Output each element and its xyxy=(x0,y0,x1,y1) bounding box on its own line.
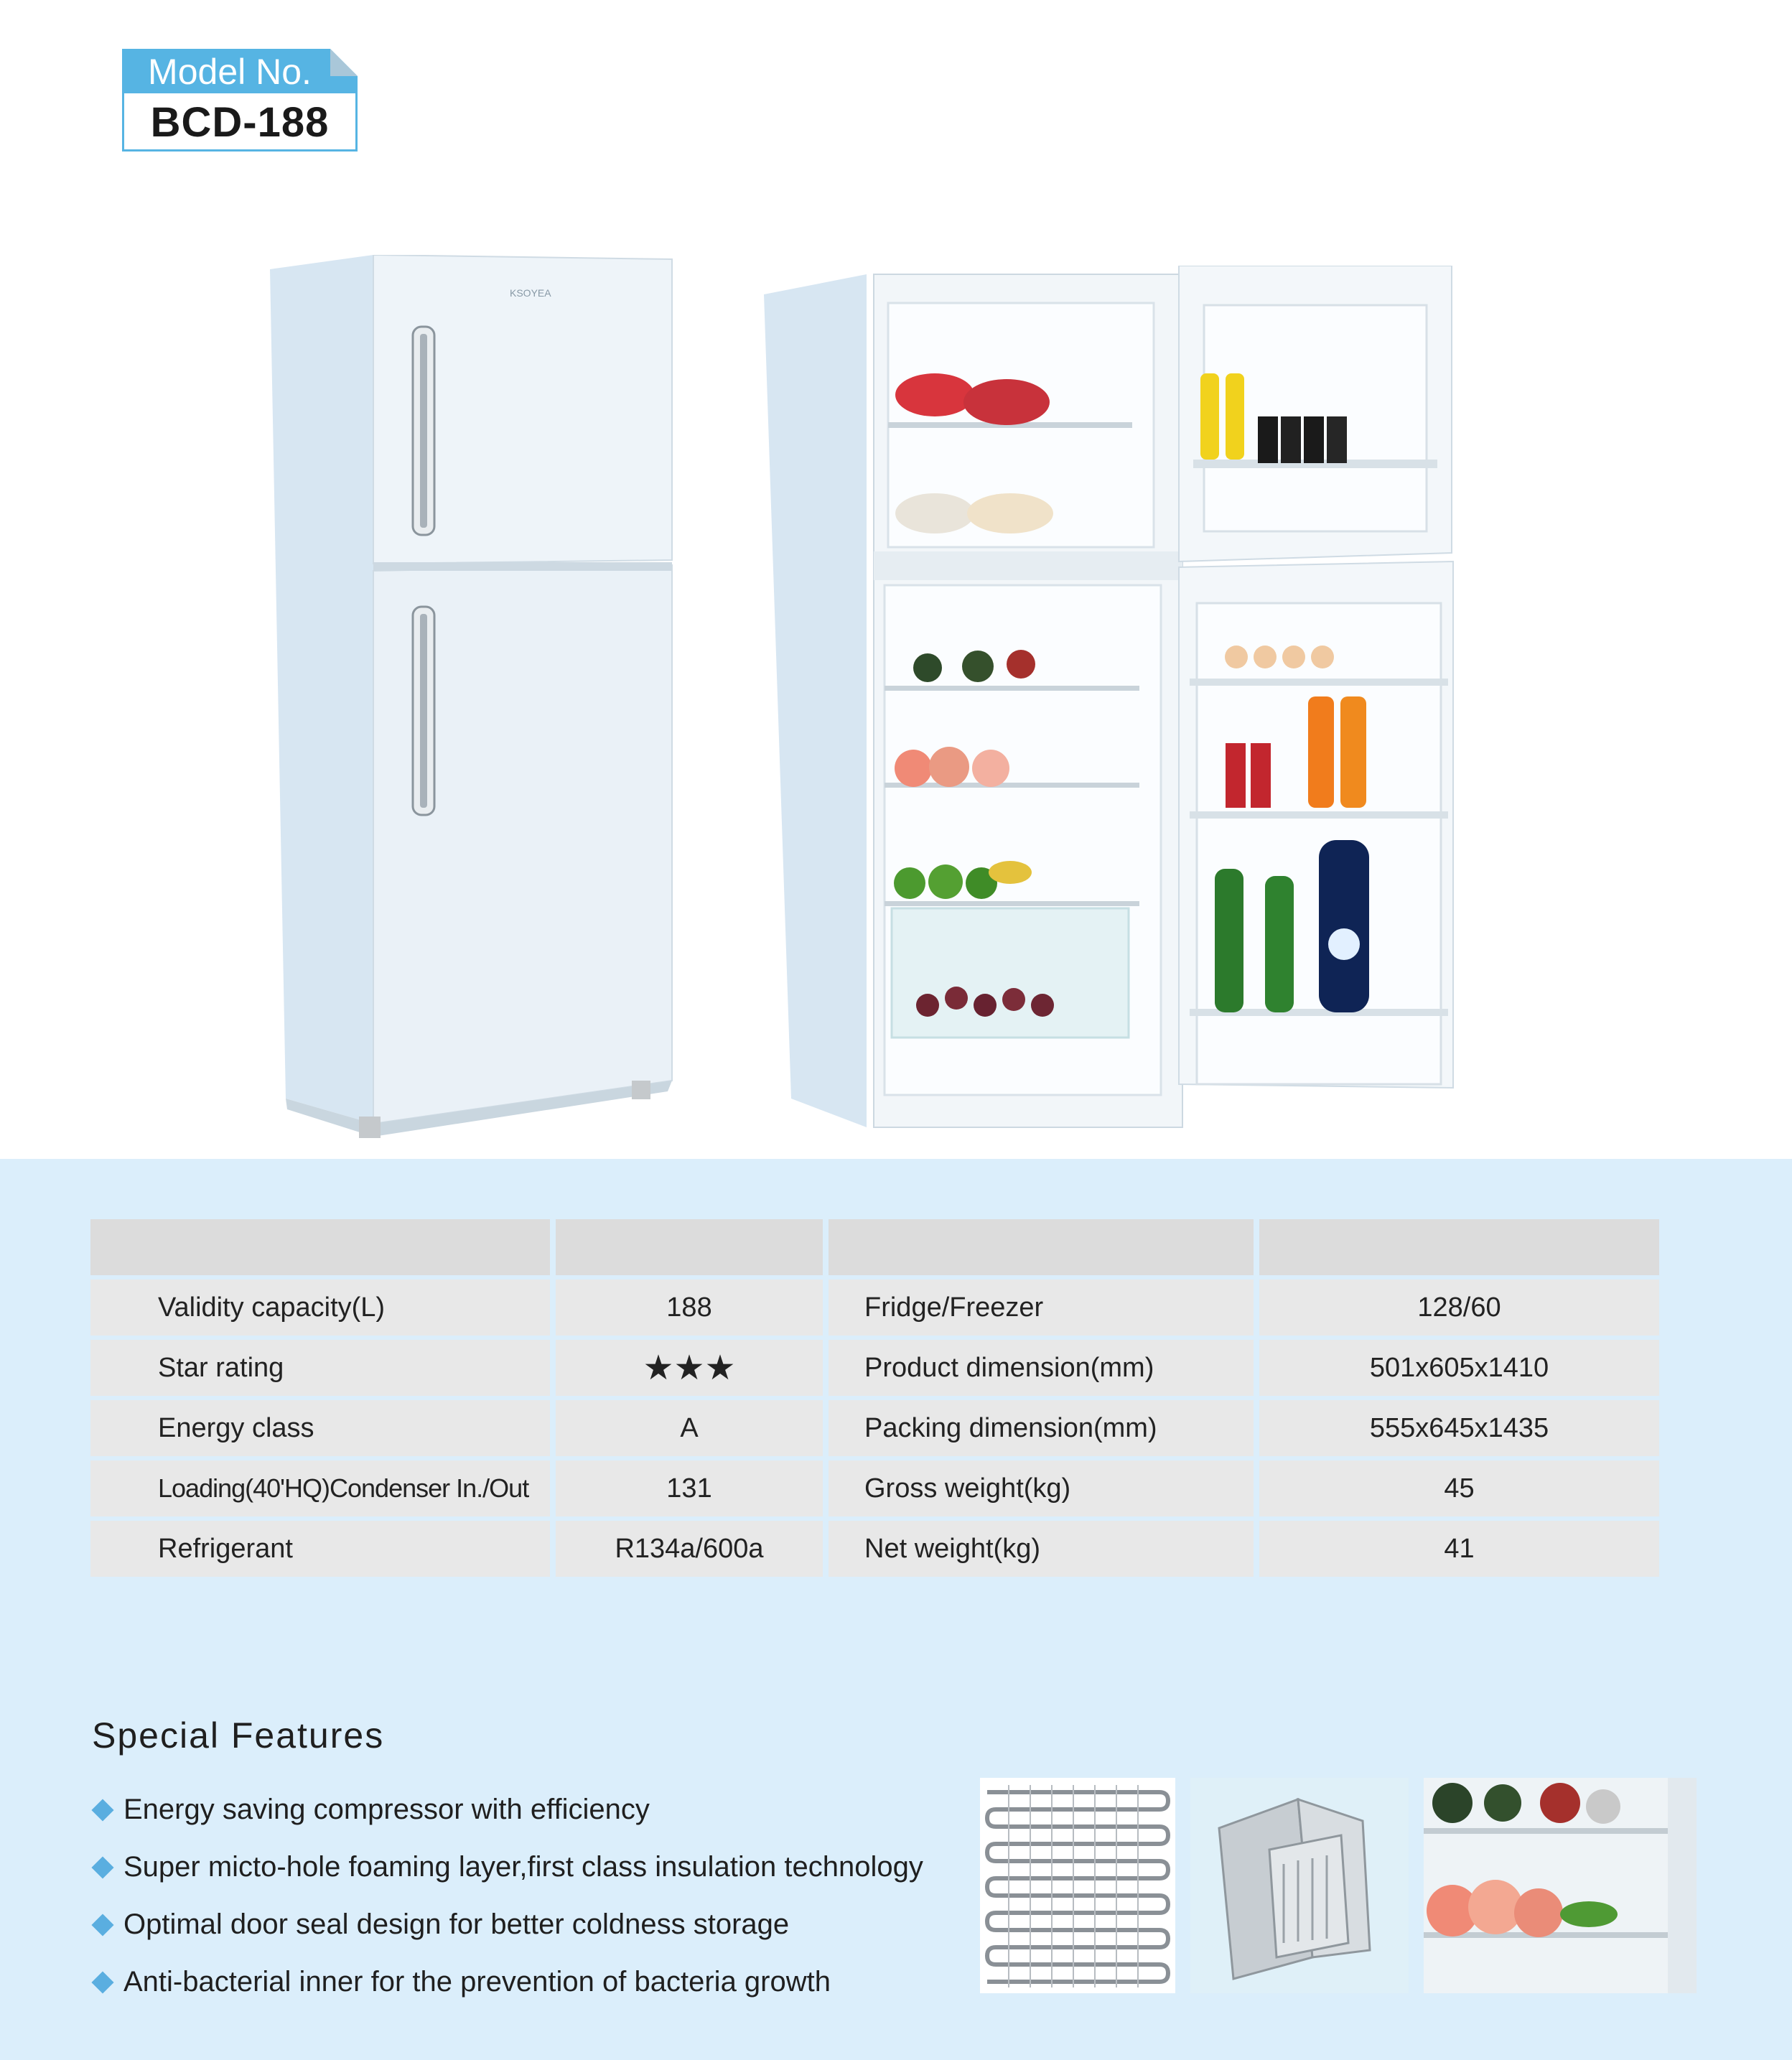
spec-value: 501x605x1410 xyxy=(1259,1340,1659,1396)
spec-label: Loading(40'HQ)Condenser In./Out xyxy=(90,1460,550,1516)
feature-text: Super micto-hole foaming layer,first class insulation technology xyxy=(123,1851,923,1883)
feature-item xyxy=(95,1794,650,1826)
model-number: BCD-188 xyxy=(150,99,330,146)
diamond-bullet-icon xyxy=(91,1856,113,1878)
spec-value: 45 xyxy=(1259,1460,1659,1516)
table-row xyxy=(90,1280,1659,1337)
brand-logo: KSOYEA xyxy=(510,287,551,299)
fridge-closed-image xyxy=(266,255,682,1145)
spec-label: Star rating xyxy=(90,1340,550,1396)
spec-label: Product dimension(mm) xyxy=(829,1340,1254,1396)
evaporator-panel-image xyxy=(1190,1778,1409,1993)
condenser-coil-image xyxy=(980,1778,1175,1993)
feature-text: Energy saving compressor with efficiency xyxy=(123,1794,650,1825)
diamond-bullet-icon xyxy=(91,1799,113,1821)
fridge-interior-image xyxy=(1424,1778,1697,1993)
spec-value: 188 xyxy=(556,1280,823,1336)
feature-item xyxy=(95,1908,789,1941)
feature-item xyxy=(95,1851,923,1883)
table-row xyxy=(90,1460,1659,1518)
diamond-bullet-icon xyxy=(91,1914,113,1936)
spec-value: 41 xyxy=(1259,1521,1659,1577)
table-header-cell xyxy=(829,1219,1254,1275)
feature-item xyxy=(95,1966,831,1998)
fridge-open-image xyxy=(762,266,1466,1142)
features-title: Special Features xyxy=(92,1715,385,1756)
spec-label: Energy class xyxy=(90,1400,550,1456)
table-row xyxy=(90,1521,1659,1578)
spec-value: 128/60 xyxy=(1259,1280,1659,1336)
table-header-cell xyxy=(1259,1219,1659,1275)
spec-label: Refrigerant xyxy=(90,1521,550,1577)
spec-label: Packing dimension(mm) xyxy=(829,1400,1254,1456)
spec-value: R134a/600a xyxy=(556,1521,823,1577)
spec-label: Net weight(kg) xyxy=(829,1521,1254,1577)
model-badge xyxy=(122,49,358,152)
spec-value: 555x645x1435 xyxy=(1259,1400,1659,1456)
table-header-cell xyxy=(90,1219,550,1275)
spec-label: Validity capacity(L) xyxy=(90,1280,550,1336)
feature-text: Anti-bacterial inner for the prevention of bacteria growth xyxy=(123,1966,831,1998)
model-label: Model No. xyxy=(148,52,312,92)
star-rating: ★★★ xyxy=(556,1340,823,1396)
spec-label: Fridge/Freezer xyxy=(829,1280,1254,1336)
diamond-bullet-icon xyxy=(91,1971,113,1993)
spec-label: Gross weight(kg) xyxy=(829,1460,1254,1516)
spec-value: 131 xyxy=(556,1460,823,1516)
table-header-row xyxy=(90,1219,1659,1277)
table-row xyxy=(90,1340,1659,1397)
table-header-cell xyxy=(556,1219,823,1275)
table-row xyxy=(90,1400,1659,1458)
feature-text: Optimal door seal design for better coldness storage xyxy=(123,1908,790,1940)
spec-value: A xyxy=(556,1400,823,1456)
